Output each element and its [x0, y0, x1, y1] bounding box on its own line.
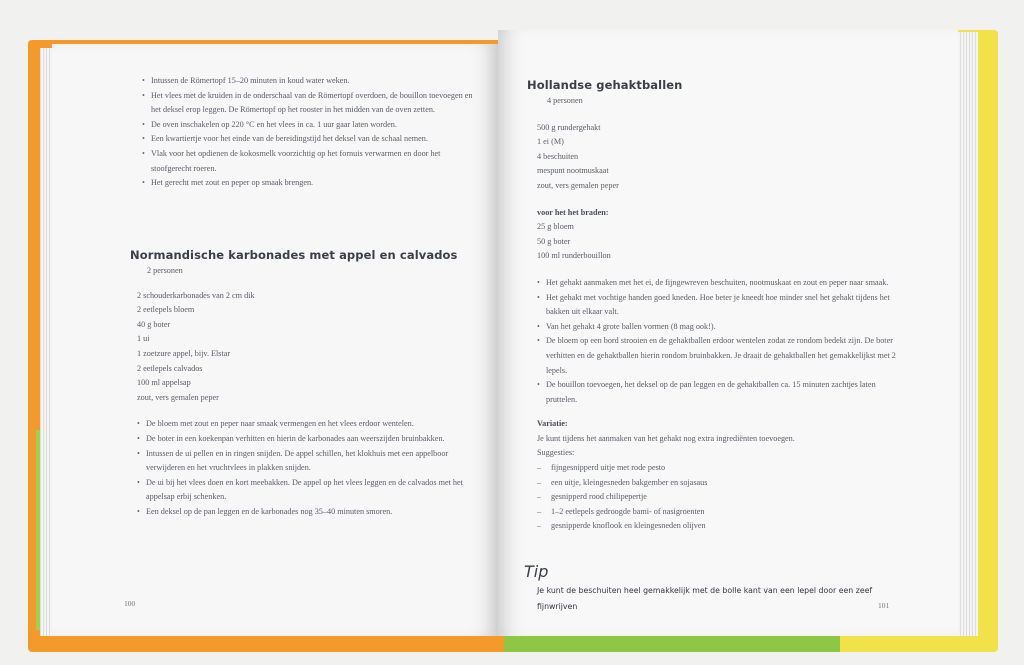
left-top-steps: [142, 74, 482, 191]
ingredient-item: zout, vers gemalen peper: [537, 180, 619, 190]
step-item: • Vlak voor het opdienen de kokosmelk voorzichtig op het fornuis verwarmen en door het stoofgerecht roeren.: [142, 147, 482, 176]
tip-text: Je kunt de beschuiten heel gemakkelijk met de bolle kant van een lepel door een zeef fijnwrijven: [537, 586, 873, 611]
page-number-left: 100: [124, 599, 136, 608]
ingredient-item: 1 zoetzure appel, bijv. Elstar: [137, 348, 231, 358]
tip-heading: Tip: [524, 562, 549, 581]
ingredient-item: 2 eetlepels calvados: [137, 363, 203, 373]
step-item: • Het gehakt met vochtige handen goed kneden. Hoe beter je kneedt hoe minder snel het gehakt tijdens het bakken uit elkaar valt.: [537, 291, 897, 320]
step-item: • Een kwartiertje voor het einde van de bereidingstijd het deksel van de schaal nemen.: [142, 132, 482, 147]
ingredient-item: 1 ei (M): [537, 137, 564, 147]
cover-bottom-edge: [360, 636, 840, 652]
ingredient-item: zout, vers gemalen peper: [137, 392, 219, 402]
ingredient-item: 4 beschuiten: [537, 151, 579, 161]
frying-heading: voor het het braden:: [537, 207, 609, 217]
step-item: • De ui bij het vlees doen en kort meebakken. De appel op het vlees leggen en de calvados met het appelsap erbij schenken.: [137, 476, 477, 505]
suggestion-item: – gesnipperde knoflook en kleingesneden olijven: [537, 519, 897, 534]
ingredient-item: 2 eetlepels bloem: [137, 305, 195, 315]
ingredient-item: 100 ml appelsap: [137, 378, 191, 388]
ingredient-list: [537, 121, 897, 194]
step-list: [142, 74, 482, 191]
recipe-title-gehaktballen: Hollandse gehaktballen: [527, 78, 683, 92]
ingredient-item: 100 ml runderbouillon: [537, 251, 611, 261]
step-list: [537, 276, 897, 407]
ingredient-item: 500 g rundergehakt: [537, 122, 601, 132]
ingredient-list: [137, 289, 477, 406]
suggestion-item: – gesnipperd rood chilipepertje: [537, 490, 897, 505]
step-item: • De oven inschakelen op 220 °C en het vlees in ca. 1 uur gaar laten worden.: [142, 118, 482, 133]
step-item: • Het gerecht met zout en peper op smaak brengen.: [142, 176, 482, 191]
right-page-edges: [958, 32, 978, 636]
variation-text: Je kunt tijdens het aanmaken van het gehakt nog extra ingrediënten toevoegen.: [537, 433, 795, 443]
suggestion-item: – 1–2 eetlepels gedroogde bami- of nasigroenten: [537, 505, 897, 520]
step-item: • De bloem met zout en peper naar smaak vermengen en het vlees erdoor wentelen.: [137, 417, 477, 432]
step-item: • Intussen de Römertopf 15–20 minuten in koud water weken.: [142, 74, 482, 89]
suggestions-label: Suggesties:: [537, 448, 575, 458]
step-item: • Een deksel op de pan leggen en de karbonades nog 35–40 minuten smoren.: [137, 505, 477, 520]
left-page-edges: [40, 48, 52, 636]
suggestion-item: – fijngesnipperd uitje met rode pesto: [537, 461, 897, 476]
suggestion-list: [537, 461, 897, 534]
ingredient-item: mespunt nootmuskaat: [537, 166, 609, 176]
ingredient-item: 40 g boter: [137, 319, 171, 329]
step-item: • De bloem op een bord strooien en de gehaktballen erdoor wentelen zodat ze rondom bedekt zijn. De boter verhitten en de gehaktballen hierin rondom bruinbakken. Je draait de gehaktballen het gemakkelijkst met 2 lepels.: [537, 334, 897, 378]
servings: 2 personen: [147, 266, 183, 275]
ingredient-item: 50 g boter: [537, 236, 571, 246]
step-item: • Van het gehakt 4 grote ballen vormen (8 mag ook!).: [537, 320, 897, 335]
step-item: • De boter in een koekenpan verhitten en hierin de karbonades aan weerszijden bruinbakken.: [137, 432, 477, 447]
servings: 4 personen: [547, 96, 583, 105]
left-recipe-body: [137, 264, 477, 520]
recipe-title-karbonades: Normandische karbonades met appel en calvados: [130, 248, 458, 262]
step-item: • De bouillon toevoegen, het deksel op de pan leggen en de gehaktballen ca. 15 minuten zachtjes laten pruttelen.: [537, 378, 897, 407]
step-list: [137, 417, 477, 519]
ingredient-item: 2 schouderkarbonades van 2 cm dik: [137, 290, 255, 300]
variation-heading: Variatie:: [537, 419, 568, 429]
ingredient-item: 1 ui: [137, 334, 150, 344]
step-item: • Intussen de ui pellen en in ringen snijden. De appel schillen, het klokhuis met een appelboor verwijderen en het vruchtvlees in plakken snijden.: [137, 447, 477, 476]
ingredient-item: 25 g bloem: [537, 222, 574, 232]
frying-ingredient-list: [537, 220, 897, 264]
step-item: • Het vlees met de kruiden in de onderschaal van de Römertopf overdoen, de bouillon toevoegen en het deksel erop leggen. De Römertopf op het rooster in het midden van de oven zetten.: [142, 89, 482, 118]
suggestion-item: – een uitje, kleingesneden bakgember en sojasaus: [537, 476, 897, 491]
page-number-right: 101: [878, 601, 890, 610]
right-recipe-body: [537, 94, 897, 534]
step-item: • Het gehakt aanmaken met het ei, de fijngewreven beschuiten, nootmuskaat en zout en peper naar smaak.: [537, 276, 897, 291]
